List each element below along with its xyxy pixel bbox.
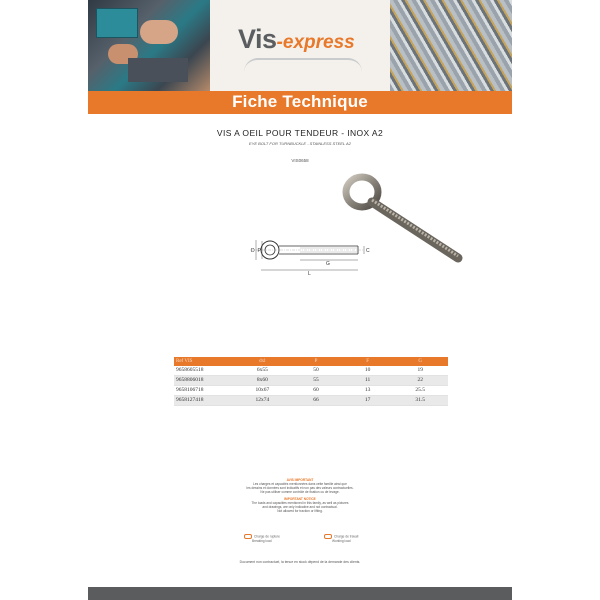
- footer-note: Document non contractuel, la tenue en stock dépend de la demande des clients.: [239, 560, 361, 564]
- product-reference: VIS0658: [291, 158, 309, 163]
- dim-label-d: D: [251, 248, 255, 254]
- legend-breaking-load: Charge de rupture Breaking load: [244, 534, 280, 543]
- notice-heading-fr: AVIS IMPORTANT: [286, 478, 314, 482]
- working-load-icon: [324, 534, 332, 539]
- dim-label-c: C: [366, 248, 370, 254]
- dim-label-p: P: [257, 248, 261, 254]
- product-title: VIS A OEIL POUR TENDEUR - INOX A2: [216, 128, 384, 138]
- page-title: Fiche Technique: [232, 92, 368, 111]
- legend-working-load: Charge de travail Working load: [324, 534, 358, 543]
- technical-drawing: [230, 230, 370, 280]
- vis-express-logo: Vis-express: [238, 24, 378, 64]
- table-row: 9658605518 6x55 50 10 19: [174, 366, 448, 376]
- table-row: 9658106718 10x67 60 13 25.5: [174, 386, 448, 396]
- breaking-load-icon: [244, 534, 252, 539]
- header-banner: [88, 0, 512, 91]
- dim-label-l: L: [308, 271, 311, 277]
- bottom-bar: [88, 587, 512, 600]
- important-notice: AVIS IMPORTANT Les charges et capacités mentionnées dans cette famille ainsi que les dessins et données sont indicatifs et non pas des valeurs contractuelles. Ne pas utiliser comme contrôle de fixation ou de levage. IMPORTANT NOTICE The loads and capacities mentioned in this family, as well as pictures and drawings, are only indicative and not contractual. Not allowed for traction or lifting.: [88, 478, 512, 513]
- title-bar: [88, 91, 512, 114]
- workshop-photo: [88, 0, 210, 91]
- table-header: Ref VIS dxl P F G: [174, 357, 448, 366]
- screws-photo: [390, 0, 512, 91]
- table-row: 9658806018 8x60 55 11 22: [174, 376, 448, 386]
- table-row: 9658127418 12x74 66 17 31.5: [174, 396, 448, 406]
- dimensions-table: [174, 357, 448, 406]
- notice-heading-en: IMPORTANT NOTICE: [284, 497, 316, 501]
- datasheet-page: [88, 0, 512, 600]
- product-subtitle: EYE BOLT FOR TURNBUCKLE - STAINLESS STEEL A2: [249, 141, 351, 146]
- dim-label-g: G: [326, 261, 330, 267]
